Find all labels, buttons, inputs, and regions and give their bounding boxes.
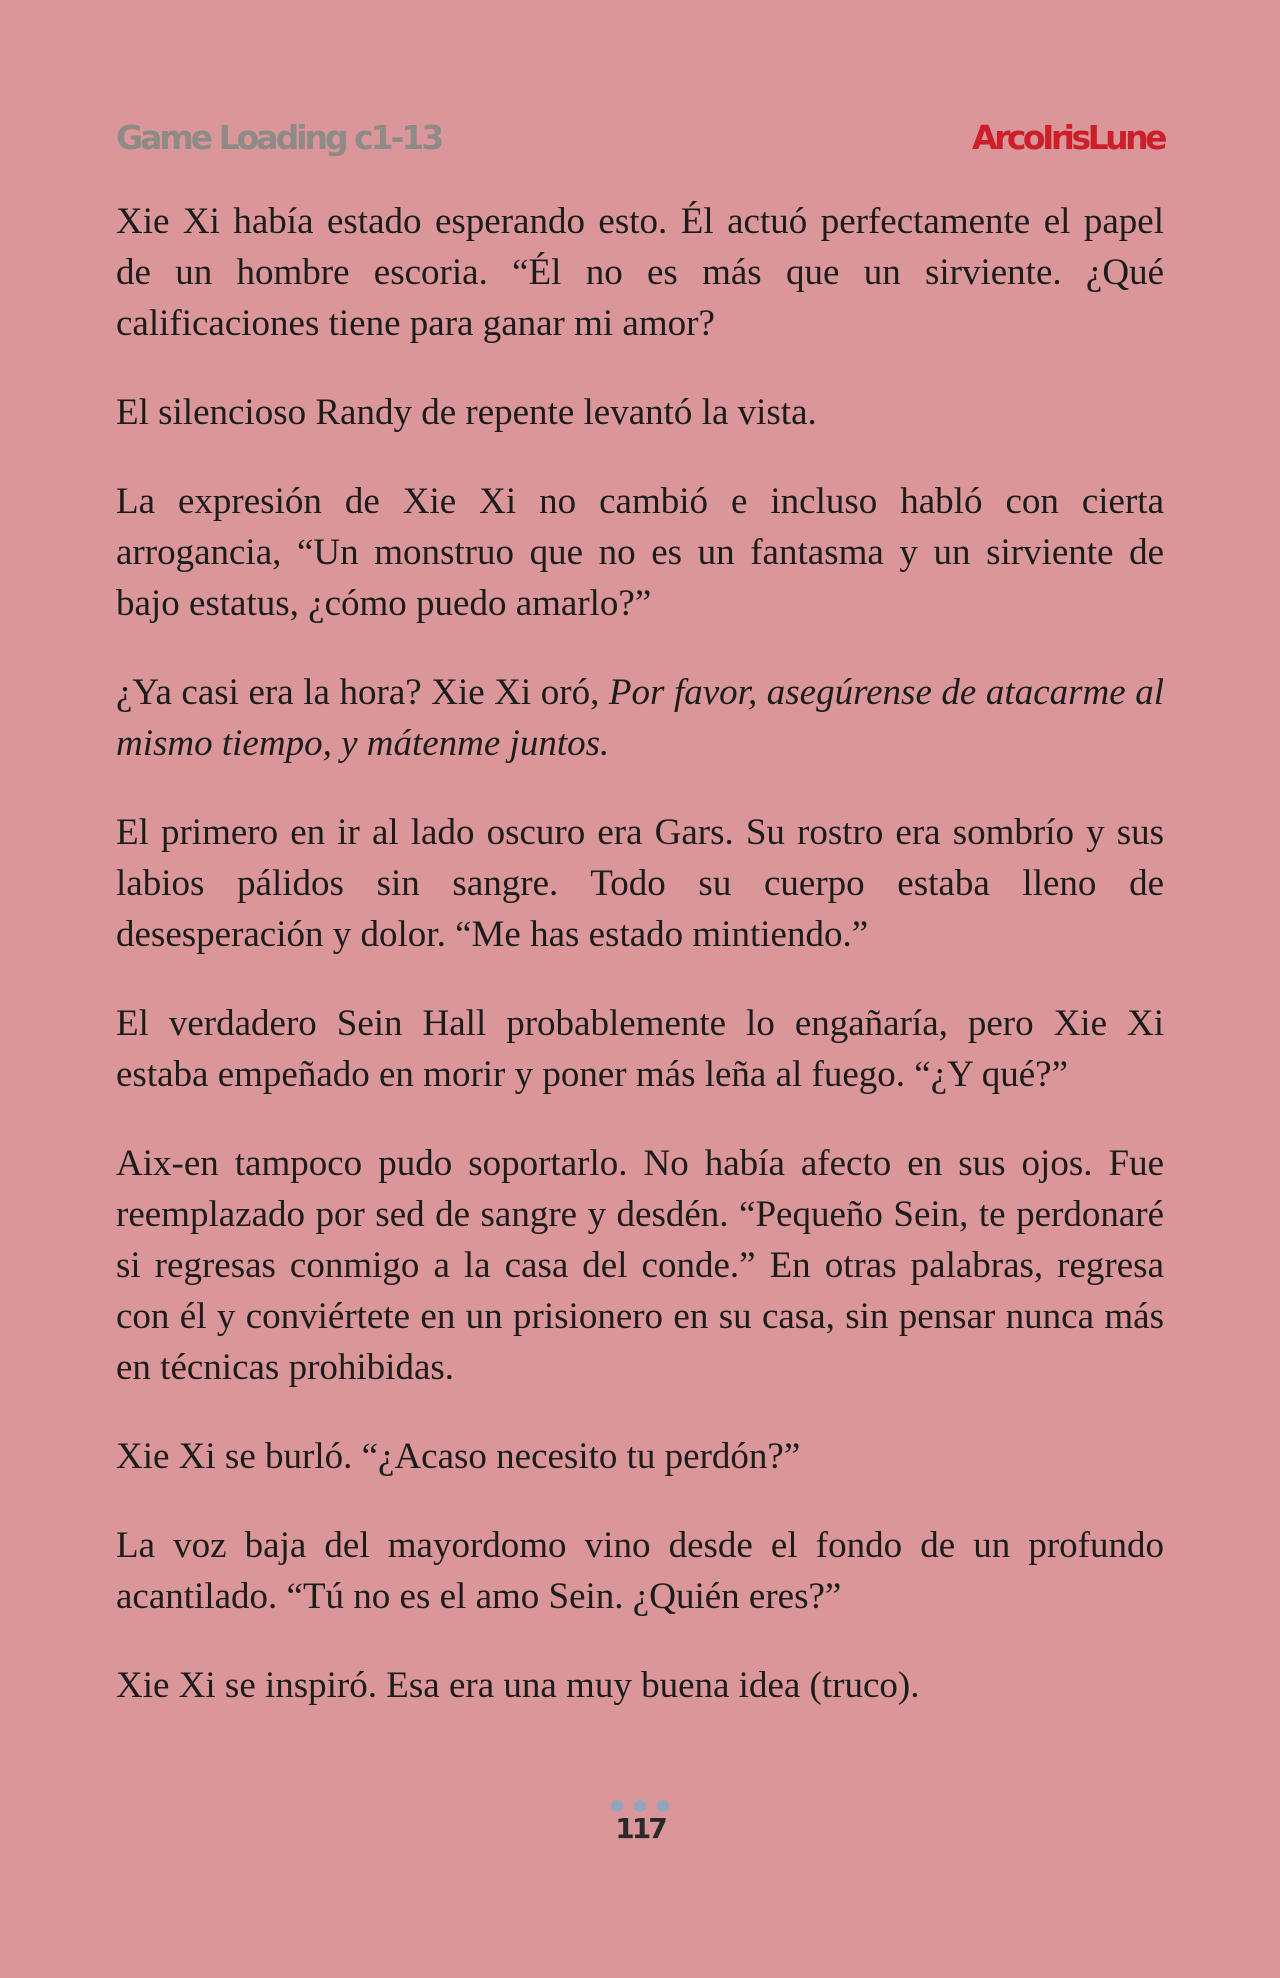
- paragraph: La voz baja del mayordomo vino desde el fondo de un profundo acantilado. “Tú no es el amo Sein. ¿Quién eres?”: [116, 1525, 1164, 1617]
- paragraph: [116, 667, 1164, 769]
- paragraph-italic-thought: Por favor, asegúrense de atacarme al mismo tiempo, y mátenme juntos.: [116, 672, 1164, 764]
- dot-icon: [611, 1800, 623, 1812]
- dot-icon: [657, 1800, 669, 1812]
- translator-credit: ArcoIrisLune: [972, 118, 1164, 157]
- page-header: [116, 118, 1164, 164]
- paragraph: El verdadero Sein Hall probablemente lo engañaría, pero Xie Xi estaba empeñado en morir y poner más leña al fuego. “¿Y qué?”: [116, 1003, 1164, 1095]
- paragraph: Xie Xi se burló. “¿Acaso necesito tu perdón?”: [116, 1436, 801, 1477]
- book-title-chapter: Game Loading c1-13: [116, 118, 442, 157]
- paragraph: Aix-en tampoco pudo soportarlo. No había afecto en sus ojos. Fue reemplazado por sed de sangre y desdén. “Pequeño Sein, te perdonaré si regresas conmigo a la casa del conde.” En otras palabras, regresa con él y conviértete en un prisionero en su casa, sin pensar nunca más en técnicas prohibidas.: [116, 1143, 1164, 1388]
- paragraph-plain-text: ¿Ya casi era la hora? Xie Xi oró,: [116, 672, 609, 713]
- paragraph: La expresión de Xie Xi no cambió e incluso habló con cierta arrogancia, “Un monstruo que no es un fantasma y un sirviente de bajo estatus, ¿cómo puedo amarlo?”: [116, 481, 1164, 624]
- paragraph: Xie Xi se inspiró. Esa era una muy buena idea (truco).: [116, 1665, 920, 1706]
- paragraph: El primero en ir al lado oscuro era Gars. Su rostro era sombrío y sus labios pálidos sin sangre. Todo su cuerpo estaba lleno de desesperación y dolor. “Me has estado mintiendo.”: [116, 812, 1164, 955]
- page-body: [116, 196, 1164, 1749]
- paragraph: Xie Xi había estado esperando esto. Él actuó perfectamente el papel de un hombre escoria. “Él no es más que un sirviente. ¿Qué calificaciones tiene para ganar mi amor?: [116, 201, 1164, 344]
- dot-icon: [634, 1800, 646, 1812]
- page-footer: [0, 1800, 1280, 1845]
- paragraph: El silencioso Randy de repente levantó la vista.: [116, 392, 817, 433]
- page-number: 117: [615, 1812, 665, 1845]
